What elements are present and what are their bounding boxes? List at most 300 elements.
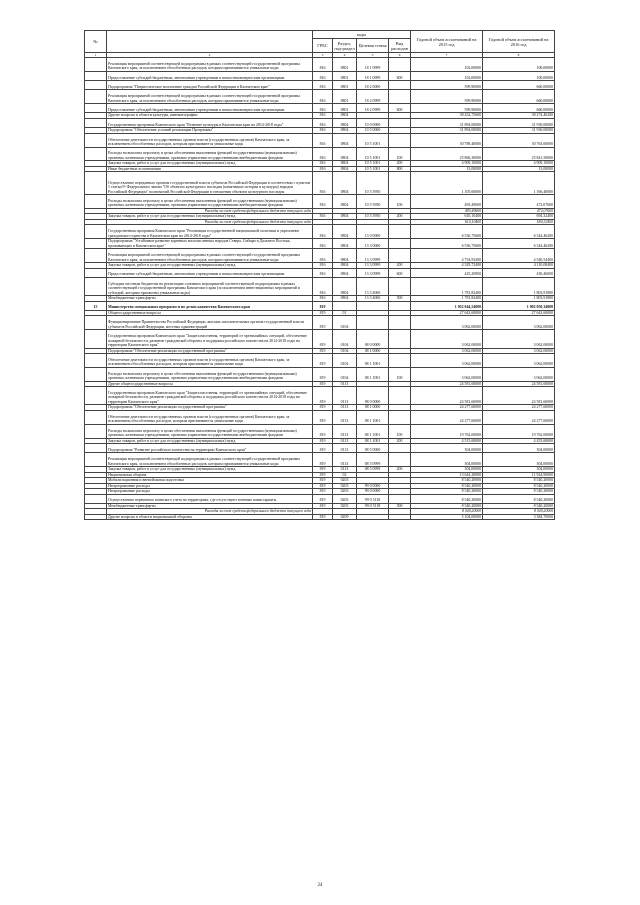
table-row — [85, 268, 555, 277]
row-target-article: 13 3 0999 — [357, 263, 389, 269]
row-number — [85, 239, 107, 249]
row-amount-2015: 1 052 044,54000 — [411, 301, 483, 310]
row-amount-2016: 1 803,91800 — [483, 277, 555, 295]
row-name: Подпрограмма "Обеспечение условий реализации Программы" — [107, 128, 313, 134]
row-amount-2015: 599,90000 — [411, 104, 483, 113]
row-expense-type — [389, 58, 411, 72]
row-amount-2016: 24 277,60000 — [483, 405, 555, 411]
row-razdel: 0804 — [333, 277, 357, 295]
row-target-article: 08 1 0000 — [357, 405, 389, 411]
table-row — [85, 453, 555, 467]
row-grbs: 816 — [313, 128, 333, 134]
row-amount-2016: 304,00000 — [483, 467, 555, 473]
row-name: Государственная программа Камчатского края "Развитие культуры в Камчатском крае на 2014-2018 годы" — [107, 118, 313, 127]
row-name: Предоставление субсидий бюджетным, автономным учреждениям и иным некоммерческим организациям — [107, 268, 313, 277]
row-number — [85, 118, 107, 127]
row-expense-type: 600 — [389, 71, 411, 80]
row-amount-2016: 694,32400 — [483, 214, 555, 220]
row-razdel: 0113 — [333, 453, 357, 467]
row-grbs: 816 — [313, 277, 333, 295]
row-target-article: 13 3 4006 — [357, 277, 389, 295]
row-razdel: 0801 — [333, 90, 357, 104]
row-name: Закупка товаров, работ и услуг для государственных (муниципальных) нужд — [107, 263, 313, 269]
row-grbs: 819 — [313, 354, 333, 368]
row-name: Подпрограмма "Развитие российского казачества на территории Камчатского края" — [107, 444, 313, 453]
row-amount-2016: 3 062,00000 — [483, 330, 555, 348]
row-name: Предоставление субсидий бюджетным, автономным учреждениям и иным некоммерческим организациям — [107, 71, 313, 80]
row-grbs: 816 — [313, 81, 333, 90]
row-razdel: 0801 — [333, 104, 357, 113]
row-expense-type — [389, 301, 411, 310]
row-grbs: 816 — [313, 71, 333, 80]
row-grbs: 816 — [313, 58, 333, 72]
row-name: Другие вопросы в области национальной обороны — [107, 514, 313, 520]
row-amount-2015: 1 781,82400 — [411, 277, 483, 295]
row-name: Обеспечение деятельности государственных органов власти (государственных органов) Камчатского края, за исключением обособленных расходов, которым присваиваются уникальные коды — [107, 410, 313, 424]
row-razdel: 0804 — [333, 296, 357, 302]
row-grbs: 819 — [313, 483, 333, 489]
row-number — [85, 268, 107, 277]
header-codes: коды — [313, 31, 411, 39]
row-target-article: 13 3 0999 — [357, 249, 389, 263]
row-target-article: 10 5 5950 — [357, 172, 389, 195]
row-razdel: 0804 — [333, 239, 357, 249]
row-amount-2015: 8 540,20000 — [411, 489, 483, 495]
row-razdel: 0104 — [333, 354, 357, 368]
row-razdel: 0113 — [333, 405, 357, 411]
table-row — [85, 444, 555, 453]
row-grbs: 816 — [313, 195, 333, 209]
row-expense-type — [389, 118, 411, 127]
row-grbs: 816 — [313, 239, 333, 249]
table-row — [85, 494, 555, 503]
row-expense-type: 100 — [389, 195, 411, 209]
row-number — [85, 249, 107, 263]
row-amount-2015: 610,10400 — [411, 219, 483, 225]
row-grbs: 819 — [313, 494, 333, 503]
row-expense-type — [389, 410, 411, 424]
row-expense-type — [389, 316, 411, 330]
row-expense-type — [389, 172, 411, 195]
row-expense-type: 600 — [389, 104, 411, 113]
row-amount-2015: 8 540,20000 — [411, 503, 483, 509]
row-amount-2015: 6 536,75600 — [411, 239, 483, 249]
row-expense-type: 500 — [389, 503, 411, 509]
row-target-article: 08 0 0000 — [357, 387, 389, 405]
row-expense-type: 600 — [389, 268, 411, 277]
row-amount-2016: 304,00000 — [483, 453, 555, 467]
row-grbs: 819 — [313, 381, 333, 387]
row-name: Национальная оборона — [107, 472, 313, 478]
row-number — [85, 71, 107, 80]
row-amount-2016: 27 643,60000 — [483, 310, 555, 316]
table-header — [85, 31, 555, 58]
row-amount-2015: 19 762,00000 — [411, 424, 483, 438]
table-row — [85, 277, 555, 295]
row-target-article: 18 1 0999 — [357, 58, 389, 72]
row-razdel: 0203 — [333, 483, 357, 489]
row-amount-2016: 660,00000 — [483, 90, 555, 104]
row-name: Закупка товаров, работ и услуг для государственных (муниципальных) нужд — [107, 438, 313, 444]
row-grbs: 819 — [313, 424, 333, 438]
row-name: Мобилизационная и вневойсковая подготовка — [107, 478, 313, 484]
row-amount-2016: 3 384,70000 — [483, 514, 555, 520]
row-grbs: 816 — [313, 166, 333, 172]
row-expense-type: 200 — [389, 263, 411, 269]
table-row — [85, 249, 555, 263]
row-razdel: 0113 — [333, 381, 357, 387]
table-row — [85, 90, 555, 104]
row-name: Субсидии местным бюджетам на реализацию основных мероприятий соответствующей подпрограммы в рамках соответствующей государственной программы Камчатского края (за исключением инвестиционных мероприятий и субсидий, которым присвоены уникальные коды) — [107, 277, 313, 295]
row-amount-2016: 8 540,20000 — [483, 478, 555, 484]
row-name: Реализация мероприятий соответствующей подпрограммы в рамках соответствующей государственной программы Камчатского края, за исключением обособленных расходов, которым присваиваются уникальные коды — [107, 249, 313, 263]
row-name: Межбюджетные трансферты — [107, 296, 313, 302]
row-amount-2015: 304,00000 — [411, 453, 483, 467]
row-amount-2015: 102,00000 — [411, 58, 483, 72]
row-amount-2016: 100,00000 — [483, 71, 555, 80]
row-name: Общегосударственные вопросы — [107, 310, 313, 316]
row-razdel: 0804 — [333, 113, 357, 119]
row-grbs: 819 — [313, 444, 333, 453]
row-amount-2015: 24 581,60000 — [411, 387, 483, 405]
row-number — [85, 90, 107, 104]
row-name: Государственная программа Камчатского края "Защита населения, территорий от чрезвычайных ситуаций, обеспечение пожарной безопасности, развитие гражданской обороны и поддержка российского казачества на 2014-2018 годы на территории Камчатского края" — [107, 330, 313, 348]
row-name: Иные бюджетные ассигнования — [107, 166, 313, 172]
row-grbs: 819 — [313, 472, 333, 478]
row-name: Государственная программа Камчатского края "Реализация государственной национальной политики и укрепление гражданского единства в Камчатском крае на 2014-2018 годы" — [107, 225, 313, 239]
row-amount-2016: 25 841,50000 — [483, 147, 555, 161]
row-expense-type — [389, 444, 411, 453]
row-amount-2015: 31 894,00000 — [411, 128, 483, 134]
column-number: 2 — [107, 53, 313, 58]
row-amount-2015: 30 788,40000 — [411, 133, 483, 147]
column-number: 6 — [389, 53, 411, 58]
row-grbs: 819 — [313, 489, 333, 495]
row-amount-2016: 8 540,20000 — [483, 483, 555, 489]
row-expense-type — [389, 514, 411, 520]
row-amount-2015: 3 062,00000 — [411, 367, 483, 381]
row-number — [85, 225, 107, 239]
row-target-article — [357, 316, 389, 330]
row-target-article: 08 1 1001 — [357, 410, 389, 424]
row-amount-2015: 24 277,60000 — [411, 410, 483, 424]
row-target-article: 08 1 0000 — [357, 348, 389, 354]
row-razdel: 0203 — [333, 478, 357, 484]
row-amount-2016: 4 909,10000 — [483, 161, 555, 167]
row-razdel — [333, 301, 357, 310]
row-grbs: 819 — [313, 467, 333, 473]
row-expense-type: 100 — [389, 367, 411, 381]
row-name: Закупка товаров, работ и услуг для государственных (муниципальных) нужд — [107, 214, 313, 220]
row-expense-type — [389, 330, 411, 348]
row-amount-2015: 599,90000 — [411, 90, 483, 104]
row-number — [85, 387, 107, 405]
row-grbs: 819 — [313, 387, 333, 405]
row-name: Расходы за счет средств федерального бюджета текущего года — [107, 509, 313, 515]
table-row — [85, 514, 555, 520]
row-target-article: 08 1 1001 — [357, 354, 389, 368]
table-row — [85, 71, 555, 80]
column-number: 8 — [483, 53, 555, 58]
row-amount-2015: 31 894,00000 — [411, 118, 483, 127]
row-amount-2016: 660,00000 — [483, 81, 555, 90]
row-name: Закупка товаров, работ и услуг для государственных (муниципальных) нужд — [107, 161, 313, 167]
table-row — [85, 118, 555, 127]
row-name: Расходы на выплаты персоналу в целях обеспечения выполнения функций государственными (муниципальными) органами, казенными учреждениями, органами управления государственными внебюджетными фондами — [107, 367, 313, 381]
header-name — [107, 31, 313, 53]
row-target-article: 08 1 1001 — [357, 438, 389, 444]
row-amount-2016: 38 274,46200 — [483, 113, 555, 119]
row-grbs: 819 — [313, 310, 333, 316]
row-name: Министерство специальных программ и по делам казачества Камчатского края — [107, 301, 313, 310]
row-amount-2015: 13,00000 — [411, 166, 483, 172]
table-row — [85, 133, 555, 147]
row-number — [85, 444, 107, 453]
row-expense-type: 100 — [389, 424, 411, 438]
row-amount-2016: 100,00000 — [483, 58, 555, 72]
row-amount-2015: 304,00000 — [411, 467, 483, 473]
row-amount-2016: 11 924,90000 — [483, 472, 555, 478]
row-number — [85, 453, 107, 467]
row-number — [85, 277, 107, 295]
row-razdel: 0804 — [333, 268, 357, 277]
row-amount-2016: 1 803,91800 — [483, 296, 555, 302]
row-amount-2016: 24 581,60000 — [483, 387, 555, 405]
row-name: Закупка товаров, работ и услуг для государственных (муниципальных) нужд — [107, 467, 313, 473]
row-amount-2016: 660,00000 — [483, 104, 555, 113]
row-name: Межбюджетные трансферты — [107, 503, 313, 509]
row-name: Непрограммные расходы — [107, 489, 313, 495]
row-target-article: 99 0 5118 — [357, 503, 389, 509]
row-grbs: 816 — [313, 263, 333, 269]
row-target-article: 10 5 5950 — [357, 214, 389, 220]
row-expense-type — [389, 354, 411, 368]
budget-document-page — [84, 30, 554, 520]
row-razdel: 0203 — [333, 489, 357, 495]
header-2016: Годовой объем ассигнований на 2016 год — [483, 31, 555, 53]
row-razdel: 0113 — [333, 444, 357, 453]
row-target-article: 99 0 0000 — [357, 483, 389, 489]
row-amount-2016: 3 062,00000 — [483, 367, 555, 381]
row-amount-2015: 304,00000 — [411, 444, 483, 453]
table-row — [85, 330, 555, 348]
row-grbs: 816 — [313, 249, 333, 263]
row-amount-2015: 3 062,00000 — [411, 354, 483, 368]
row-amount-2015: 24 581,60000 — [411, 381, 483, 387]
row-number — [85, 147, 107, 161]
row-amount-2015: 4 515,60000 — [411, 438, 483, 444]
row-amount-2015: 8 540,20000 — [411, 494, 483, 503]
row-target-article — [357, 301, 389, 310]
row-razdel: 0203 — [333, 503, 357, 509]
row-razdel: 0804 — [333, 128, 357, 134]
row-target-article: 10 5 5950 — [357, 195, 389, 209]
row-number — [85, 367, 107, 381]
row-amount-2015: 25 866,30000 — [411, 147, 483, 161]
row-razdel: 0104 — [333, 316, 357, 330]
row-expense-type: 200 — [389, 214, 411, 220]
section-row — [85, 301, 555, 310]
row-amount-2016: 31 930,00000 — [483, 128, 555, 134]
row-amount-2016: 3 062,00000 — [483, 316, 555, 330]
row-grbs: 819 — [313, 330, 333, 348]
row-razdel: 0113 — [333, 424, 357, 438]
row-amount-2015: 5 104,00000 — [411, 514, 483, 520]
row-razdel: 0804 — [333, 147, 357, 161]
row-razdel: 0804 — [333, 249, 357, 263]
row-name: Расходы за счет средств федерального бюджета текущего года — [107, 219, 313, 225]
row-grbs: 816 — [313, 296, 333, 302]
row-razdel: 0209 — [333, 514, 357, 520]
row-grbs: 819 — [313, 405, 333, 411]
row-expense-type: 100 — [389, 147, 411, 161]
header-csr: Целевая статья — [357, 39, 389, 53]
row-razdel: 0113 — [333, 467, 357, 473]
row-expense-type — [389, 249, 411, 263]
row-amount-2015: 8 540,20000 — [411, 509, 483, 515]
row-expense-type: 200 — [389, 438, 411, 444]
page-number: 24 — [317, 883, 323, 888]
row-amount-2016: 24 277,60000 — [483, 410, 555, 424]
row-grbs: 819 — [313, 410, 333, 424]
row-amount-2016: 694,32400 — [483, 219, 555, 225]
row-target-article: 18 1 0999 — [357, 71, 389, 80]
row-amount-2015: 24 277,60000 — [411, 405, 483, 411]
row-amount-2016: 472,07600 — [483, 195, 555, 209]
row-name: Расходы на выплаты персоналу в целях обеспечения выполнения функций государственными (муниципальными) органами, казенными учреждениями, органами управления государственными внебюджетными фондами — [107, 147, 313, 161]
row-amount-2015: 3 062,00000 — [411, 330, 483, 348]
row-target-article: 08 5 0999 — [357, 467, 389, 473]
row-name: Осуществление первичного воинского учета на территориях, где отсутствуют военные комиссариаты — [107, 494, 313, 503]
row-expense-type: 200 — [389, 161, 411, 167]
row-amount-2016: 8 540,20000 — [483, 503, 555, 509]
row-razdel: 0804 — [333, 118, 357, 127]
row-amount-2015: 4 909,10000 — [411, 161, 483, 167]
row-grbs: 819 — [313, 438, 333, 444]
row-target-article — [357, 514, 389, 520]
row-razdel: 0113 — [333, 387, 357, 405]
row-expense-type — [389, 225, 411, 239]
row-razdel: 0104 — [333, 367, 357, 381]
row-amount-2016: 4 540,54400 — [483, 249, 555, 263]
row-grbs: 819 — [313, 514, 333, 520]
table-row — [85, 104, 555, 113]
row-grbs: 816 — [313, 133, 333, 147]
header-2015: Годовой объем ассигнований на 2015 год — [411, 31, 483, 53]
row-grbs: 816 — [313, 113, 333, 119]
row-number — [85, 316, 107, 330]
row-name: Непрограммные расходы — [107, 483, 313, 489]
row-amount-2016: 6 344,46200 — [483, 239, 555, 249]
row-amount-2015: 13 644,20000 — [411, 472, 483, 478]
row-amount-2016: 13,00000 — [483, 166, 555, 172]
column-number: 4 — [333, 53, 357, 58]
row-amount-2015: 495,49600 — [411, 195, 483, 209]
row-number — [85, 172, 107, 195]
row-amount-2016: 4 110,08400 — [483, 263, 555, 269]
row-amount-2016: 30 763,60000 — [483, 133, 555, 147]
row-amount-2015: 27 643,60000 — [411, 310, 483, 316]
row-grbs: 819 — [313, 367, 333, 381]
header-num: № — [85, 31, 107, 53]
row-target-article: 08 1 1001 — [357, 367, 389, 381]
row-number — [85, 195, 107, 209]
row-target-article: 13 3 0999 — [357, 268, 389, 277]
table-row — [85, 316, 555, 330]
row-grbs: 819 — [313, 301, 333, 310]
row-name: Обеспечение деятельности государственных органов власти (государственных органов) Камчатского края, за исключением обособленных расходов, которым присваиваются уникальные коды — [107, 354, 313, 368]
header-vr: Вид расходов — [389, 39, 411, 53]
row-amount-2015: 1 105,60000 — [411, 172, 483, 195]
row-amount-2016: 6 344,46200 — [483, 225, 555, 239]
row-name: Расходы за счет средств федерального бюджета текущего года — [107, 208, 313, 214]
table-row — [85, 81, 555, 90]
row-amount-2015: 4 754,93200 — [411, 249, 483, 263]
row-amount-2015: 1 781,82400 — [411, 296, 483, 302]
row-number — [85, 104, 107, 113]
row-number — [85, 58, 107, 72]
row-amount-2016: 3 062,00000 — [483, 348, 555, 354]
row-target-article: 08 1 1001 — [357, 424, 389, 438]
row-grbs: 819 — [313, 453, 333, 467]
row-target-article: 18 2 0999 — [357, 104, 389, 113]
row-target-article: 13 3 4006 — [357, 296, 389, 302]
row-grbs: 819 — [313, 503, 333, 509]
row-number — [85, 81, 107, 90]
table-row — [85, 410, 555, 424]
row-grbs: 816 — [313, 172, 333, 195]
row-expense-type: 500 — [389, 296, 411, 302]
table-body — [85, 58, 555, 520]
table-row — [85, 58, 555, 72]
row-amount-2015: 8 540,20000 — [411, 478, 483, 484]
row-expense-type — [389, 494, 411, 503]
header-razdel: Раздел, под-раздел — [334, 40, 355, 51]
row-number — [85, 514, 107, 520]
row-grbs: 819 — [313, 478, 333, 484]
row-razdel: 0801 — [333, 71, 357, 80]
row-amount-2016: 472,07600 — [483, 208, 555, 214]
table-row — [85, 147, 555, 161]
row-name: Расходы на выплаты персоналу в целях обеспечения выполнения функций государственными (муниципальными) органами, казенными учреждениями, органами управления государственными внебюджетными фондами — [107, 195, 313, 209]
row-expense-type — [389, 277, 411, 295]
row-amount-2015: 6 536,75600 — [411, 225, 483, 239]
row-grbs: 816 — [313, 90, 333, 104]
row-grbs: 816 — [313, 147, 333, 161]
row-amount-2015: 425,20800 — [411, 268, 483, 277]
row-razdel: 0804 — [333, 166, 357, 172]
row-grbs: 816 — [313, 214, 333, 220]
row-amount-2016: 31 930,00000 — [483, 118, 555, 127]
row-number — [85, 133, 107, 147]
row-name: Функционирование Правительства Российской Федерации, высших исполнительных органов государственной власти субъектов Российской Федерации, местных администраций — [107, 316, 313, 330]
row-name: Осуществление переданных органам государственной власти субъектов Российской Федерации в соответствии с пунктом 1 статьи 9¹ Федерального закона "Об объектах культурного наследия (памятниках истории и культуры) народов Российской Федерации" полномочий Российской Федерации в отношении объектов культурного наследия — [107, 172, 313, 195]
row-amount-2016: 430,46000 — [483, 268, 555, 277]
row-number: 15 — [85, 301, 107, 310]
row-razdel: 01 — [333, 310, 357, 316]
row-razdel: 0804 — [333, 161, 357, 167]
column-number: 1 — [85, 53, 107, 58]
table-row — [85, 225, 555, 239]
table-row — [85, 424, 555, 438]
row-amount-2016: 8 540,20000 — [483, 489, 555, 495]
row-name: Подпрограмма "Обеспечение реализации государственной программы" — [107, 348, 313, 354]
row-target-article: 10 0 0000 — [357, 118, 389, 127]
row-amount-2016: 3 062,00000 — [483, 354, 555, 368]
row-razdel: 0801 — [333, 81, 357, 90]
row-amount-2016: 24 581,60000 — [483, 381, 555, 387]
row-target-article: 18 2 0999 — [357, 90, 389, 104]
